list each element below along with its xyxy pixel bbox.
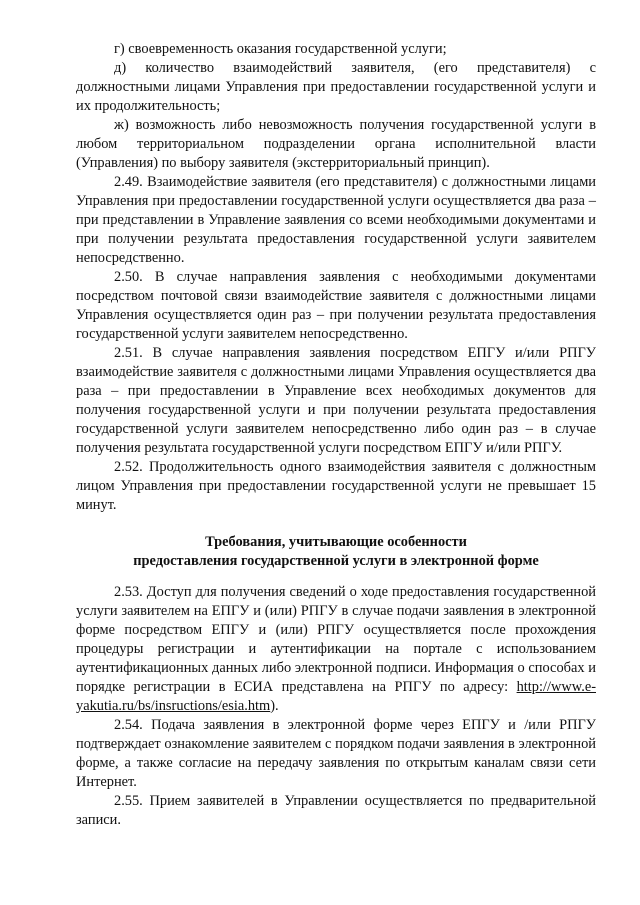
paragraph-item-2-51: 2.51. В случае направления заявления посредством ЕПГУ и/или РПГУ взаимодействие заявителя с должностными лицами Управления осуществляется два раза – при предоставлении в Управление всех необходимых документов для получения государственной услуги и при получении результата предоставления государственной услуги заявителем непосредственно либо один раз – в случае получения результата государственной услуги посредством ЕПГУ и/или РПГУ. xyxy=(76,345,596,456)
paragraph-item-2-55: 2.55. Прием заявителей в Управлении осуществляется по предварительной записи. xyxy=(76,793,596,828)
paragraphs-bottom xyxy=(76,716,596,830)
paragraph-item-d: д) количество взаимодействий заявителя, (его представителя) с должностными лицами Управления при предоставлении государственной услуги и их продолжительность; xyxy=(76,60,596,114)
paragraph-item-g: г) своевременность оказания государственной услуги; xyxy=(114,41,447,57)
paragraph-item-zh: ж) возможность либо невозможность получения государственной услуги в любом территориальном подразделении органа исполнительной власти (Управления) по выбору заявителя (экстерриториальный принцип). xyxy=(76,117,596,171)
paragraph-2-53-tail: ). xyxy=(270,698,279,714)
paragraph-item-2-52: 2.52. Продолжительность одного взаимодействия заявителя с должностным лицом Управления при предоставлении государственной услуги не превышает 15 минут. xyxy=(76,459,596,513)
esia-instructions-link[interactable]: http://www.e-yakutia.ru/bs/insructions/esia.htm xyxy=(76,679,596,714)
paragraph-item-2-49: 2.49. Взаимодействие заявителя (его представителя) с должностными лицами Управления при предоставлении государственной услуги осуществляется два раза – при представлении в Управление заявления со всеми необходимыми документами и при получении результата предоставления государственной услуги заявителем непосредственно. xyxy=(76,174,596,266)
paragraph-item-2-50: 2.50. В случае направления заявления с необходимыми документами посредством почтовой связи взаимодействие заявителя с должностными лицами Управления осуществляется один раз – при получении результата предоставления государственной услуги заявителем непосредственно. xyxy=(76,269,596,342)
section-heading xyxy=(76,533,596,571)
section-heading-line-2: предоставления государственной услуги в электронной форме xyxy=(133,553,539,569)
paragraph-item-2-54: 2.54. Подача заявления в электронной форме через ЕПГУ и /или РПГУ подтверждает ознакомление заявителем с порядком подачи заявления в электронной форме, а также согласие на передачу заявления по открытым каналам связи сети Интернет. xyxy=(76,717,596,790)
paragraphs-top xyxy=(76,40,596,515)
paragraph-2-53 xyxy=(76,583,596,716)
document-body xyxy=(76,40,596,830)
paragraph-2-53-text: 2.53. Доступ для получения сведений о ходе предоставления государственной услуги заявителем на ЕПГУ и (или) РПГУ в случае подачи заявления в электронной форме посредством ЕПГУ и (или) РПГУ осуществляется после прохождения процедуры регистрации и аутентификации на портале с использованием аутентификационных данных либо электронной подписи. Информация о способах и порядке регистрации в ЕСИА представлена на РПГУ по адресу: xyxy=(76,584,596,695)
section-heading-line-1: Требования, учитывающие особенности xyxy=(205,534,467,550)
